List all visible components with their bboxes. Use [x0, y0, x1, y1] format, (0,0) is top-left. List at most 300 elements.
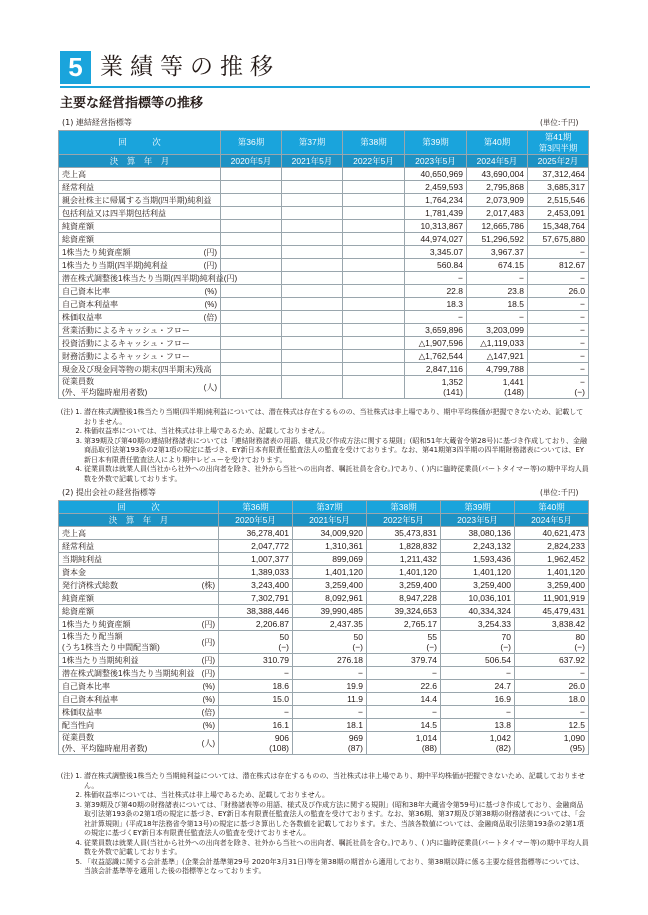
- cell-value: 4,799,788: [467, 363, 528, 376]
- cell-value: [221, 168, 282, 181]
- cell-value: [221, 337, 282, 350]
- row-label-wrap: [62, 234, 217, 245]
- cell-value: 11,901,919: [515, 592, 589, 605]
- cell-value: −: [528, 311, 589, 324]
- cell-value: [515, 631, 589, 654]
- row-label-wrap: [62, 528, 215, 539]
- row-label-wrap: [62, 312, 217, 323]
- cell-value: [282, 298, 343, 311]
- row-label-text: 自己資本利益率: [62, 694, 118, 704]
- cell-main: 906: [274, 733, 289, 743]
- table-row: [59, 337, 589, 350]
- cell-sub: (108): [269, 743, 289, 753]
- table-row: [59, 719, 589, 732]
- row-label-wrap: [62, 208, 217, 219]
- row-label: [59, 376, 221, 399]
- cell-value: −: [528, 272, 589, 285]
- cell-value: [343, 181, 405, 194]
- row-label: [59, 566, 219, 579]
- cell-value: 18.5: [467, 298, 528, 311]
- cell-value: [221, 350, 282, 363]
- cell-value: 18.1: [293, 719, 367, 732]
- note-text: 株価収益率については、当社株式は非上場であるため、記載しておりません。: [84, 791, 329, 799]
- section-number: 5: [60, 51, 91, 84]
- row-label-wrap: [62, 364, 217, 375]
- cell-value: 1,401,120: [293, 566, 367, 579]
- cell-value: [221, 363, 282, 376]
- cell-value: [221, 311, 282, 324]
- cell-value: 10,036,101: [441, 592, 515, 605]
- row-unit: (人): [201, 738, 215, 748]
- cell-value: [221, 181, 282, 194]
- row-label-text: 1株当たり純資産額: [62, 619, 131, 629]
- row-label: [59, 719, 219, 732]
- cell-value: [282, 233, 343, 246]
- row-label-wrap: [62, 273, 238, 284]
- table-row-two-line: [59, 376, 589, 399]
- cell-value: 13.8: [441, 719, 515, 732]
- cell-sub: (−): [278, 642, 289, 652]
- cell-value: 2,795,868: [467, 181, 528, 194]
- cell-value: [467, 376, 528, 399]
- cell-value: 1,211,432: [367, 553, 441, 566]
- row-label: [59, 363, 221, 376]
- header-date: 決 算 年 月: [59, 514, 219, 527]
- row-label: [59, 246, 221, 259]
- row-label: [59, 605, 219, 618]
- note-item: [58, 839, 590, 858]
- row-label-wrap: [62, 732, 215, 754]
- row-label-text: 株価収益率: [62, 707, 102, 717]
- cell-value: −: [441, 706, 515, 719]
- header-period: 第37期: [293, 501, 367, 514]
- cell-value: 3,259,400: [293, 579, 367, 592]
- cell-value: 24.7: [441, 680, 515, 693]
- cell-value: [343, 220, 405, 233]
- row-label: [59, 194, 221, 207]
- cell-main: 1,014: [415, 733, 437, 743]
- cell-value: 310.79: [219, 654, 293, 667]
- row-label: [59, 324, 221, 337]
- row-label-wrap: [62, 299, 217, 310]
- cell-value: [515, 732, 589, 755]
- note-text: 「収益認識に関する会計基準」(企業会計基準第29号 2020年3月31日)等を第38期の期首から適用しており、第38期以降に係る主要な経営指標等については、当該会計基準等を適用した後の指標等となっております。: [84, 857, 584, 875]
- cell-value: 18.6: [219, 680, 293, 693]
- cell-value: 812.67: [528, 259, 589, 272]
- cell-value: [282, 181, 343, 194]
- row-label: [59, 527, 219, 540]
- cell-value: 3,659,896: [405, 324, 467, 337]
- row-label-text: 従業員数 (外、平均臨時雇用者数): [62, 377, 148, 397]
- header-row-periods: [59, 131, 589, 155]
- cell-value: −: [367, 706, 441, 719]
- cell-main: 1,042: [489, 733, 511, 743]
- row-label-wrap: [62, 182, 217, 193]
- cell-value: 2,073,909: [467, 194, 528, 207]
- cell-value: [282, 194, 343, 207]
- table-row: [59, 246, 589, 259]
- header-date-value: 2023年5月: [441, 514, 515, 527]
- row-label-wrap: [62, 351, 217, 362]
- note-text: 潜在株式調整後1株当たり当期(四半期)純利益については、潜在株式は存在するものの、当社株式は非上場であり、期中平均株価が把握できないため、記載しておりません。: [84, 408, 584, 426]
- cell-value: −: [528, 363, 589, 376]
- row-label-wrap: [62, 606, 215, 617]
- section-header: [60, 50, 590, 88]
- note-mark: 4.: [75, 465, 82, 473]
- note-text: 従業員数は就業人員(当社から社外への出向者を除き、社外から当社への出向者、嘱託社員を含む。)であり、( )内に臨時従業員(パートタイマー等)の期中平均人員数を外数で記載しております。: [84, 838, 589, 856]
- header-round: 回 次: [59, 131, 221, 155]
- cell-value: 1,389,033: [219, 566, 293, 579]
- cell-value: −: [293, 667, 367, 680]
- cell-value: △1,762,544: [405, 350, 467, 363]
- row-label-text: 発行済株式総数: [62, 580, 118, 590]
- cell-value: 2,243,132: [441, 540, 515, 553]
- cell-value: −: [441, 667, 515, 680]
- table-row: [59, 540, 589, 553]
- cell-value: 506.54: [441, 654, 515, 667]
- table-row: [59, 220, 589, 233]
- cell-value: −: [293, 706, 367, 719]
- header-date-value: 2022年5月: [367, 514, 441, 527]
- cell-value: [441, 631, 515, 654]
- cell-value: −: [515, 706, 589, 719]
- cell-sub: (95): [569, 743, 585, 753]
- cell-value: 18.0: [515, 693, 589, 706]
- note-item: [58, 408, 590, 427]
- cell-value: 3,967.37: [467, 246, 528, 259]
- table-row: [59, 298, 589, 311]
- row-unit: (人): [203, 382, 217, 392]
- row-label-text: 純資産額: [62, 221, 94, 231]
- table-row: [59, 566, 589, 579]
- header-period: 第40期: [515, 501, 589, 514]
- cell-value: 2,206.87: [219, 618, 293, 631]
- row-label: [59, 693, 219, 706]
- section-rule: [60, 86, 590, 88]
- row-unit: (円): [203, 260, 217, 270]
- row-label-text: 1株当たり当期(四半期)純利益: [62, 260, 168, 270]
- row-label-text: 1株当たり配当額 (うち1株当たり中間配当額): [62, 632, 160, 652]
- cell-value: 51,296,592: [467, 233, 528, 246]
- cell-value: 3,259,400: [441, 579, 515, 592]
- cell-value: [343, 272, 405, 285]
- row-unit: (株): [201, 580, 215, 590]
- cell-value: −: [515, 667, 589, 680]
- row-label: [59, 311, 221, 324]
- row-label: [59, 220, 221, 233]
- header-date-value: 2021年5月: [282, 155, 343, 168]
- cell-value: 3,685,317: [528, 181, 589, 194]
- cell-sub: (−): [352, 642, 363, 652]
- cell-value: [221, 207, 282, 220]
- cell-value: [221, 376, 282, 399]
- row-label-text: 営業活動によるキャッシュ・フロー: [62, 325, 190, 335]
- header-period: 第36期: [221, 131, 282, 155]
- row-label-wrap: [62, 325, 217, 336]
- cell-value: 276.18: [293, 654, 367, 667]
- row-label-wrap: [62, 707, 215, 718]
- table2-caption: (2) 提出会社の経営指標等: [62, 488, 156, 497]
- row-label: [59, 337, 221, 350]
- cell-value: 12.5: [515, 719, 589, 732]
- note-item: [58, 465, 590, 484]
- row-label-wrap: [62, 631, 215, 653]
- cell-value: 1,764,234: [405, 194, 467, 207]
- header-row-dates: [59, 155, 589, 168]
- row-label: [59, 298, 221, 311]
- row-label-text: 株価収益率: [62, 312, 102, 322]
- row-label: [59, 579, 219, 592]
- cell-value: 1,828,832: [367, 540, 441, 553]
- cell-value: [343, 311, 405, 324]
- header-round: 回 次: [59, 501, 219, 514]
- row-label-wrap: [62, 221, 217, 232]
- row-label: [59, 285, 221, 298]
- cell-value: [343, 376, 405, 399]
- note-mark: 2.: [75, 427, 82, 435]
- cell-sub: (−): [500, 642, 511, 652]
- note-text: 第39期及び第40期の財務諸表については、「財務諸表等の用語、様式及び作成方法に関する規則」(昭和38年大蔵省令第59号)に基づき作成しており、金融商品取引法第193条の2第1項の規定に基づき、EY新日本有限責任監査法人の監査を受けております。なお、第36期、第37期及び第38期の財務諸表については、「会社計算規則」(平成18年法務省令第13号)の規定に基づき算出した各数値を記載しております。また、当該各数値については、金融商品取引法第193条の2第1項の規定に基づくEY新日本有限責任監査法人の監査を受けておりません。: [84, 800, 586, 837]
- cell-value: 11.9: [293, 693, 367, 706]
- row-label-text: 財務活動によるキャッシュ・フロー: [62, 351, 190, 361]
- cell-value: 45,479,431: [515, 605, 589, 618]
- row-label: [59, 667, 219, 680]
- row-label-text: 売上高: [62, 169, 86, 179]
- cell-sub: (148): [504, 387, 524, 397]
- cell-value: 1,401,120: [515, 566, 589, 579]
- note-mark: (注) 1.: [60, 772, 82, 780]
- row-unit: (%): [202, 694, 215, 704]
- cell-value: [282, 285, 343, 298]
- row-label-text: 総資産額: [62, 234, 94, 244]
- cell-main: 70: [501, 632, 511, 642]
- cell-value: 1,962,452: [515, 553, 589, 566]
- table1-caption: (1) 連結経営指標等: [62, 118, 132, 127]
- cell-value: 899,069: [293, 553, 367, 566]
- table-row: [59, 654, 589, 667]
- cell-value: △1,907,596: [405, 337, 467, 350]
- cell-value: 39,324,653: [367, 605, 441, 618]
- header-date-value: 2025年2月: [528, 155, 589, 168]
- row-label-wrap: [62, 338, 217, 349]
- row-label-text: 1株当たり純資産額: [62, 247, 131, 257]
- cell-value: −: [219, 706, 293, 719]
- cell-value: △147,921: [467, 350, 528, 363]
- cell-value: 10,313,867: [405, 220, 467, 233]
- cell-value: 39,990,485: [293, 605, 367, 618]
- header-date-value: 2023年5月: [405, 155, 467, 168]
- note-item: [58, 437, 590, 466]
- row-label: [59, 540, 219, 553]
- note-mark: 5.: [75, 857, 82, 866]
- header-row-dates: [59, 514, 589, 527]
- row-label-wrap: [62, 541, 215, 552]
- cell-value: 12,665,786: [467, 220, 528, 233]
- cell-value: [441, 732, 515, 755]
- cell-value: 3,838.42: [515, 618, 589, 631]
- cell-value: 3,203,099: [467, 324, 528, 337]
- cell-value: 38,388,446: [219, 605, 293, 618]
- row-label-text: 包括利益又は四半期包括利益: [62, 208, 166, 218]
- cell-value: 1,781,439: [405, 207, 467, 220]
- cell-value: −: [219, 667, 293, 680]
- table-row: [59, 324, 589, 337]
- table-row-two-line: [59, 631, 589, 654]
- row-label: [59, 706, 219, 719]
- cell-sub: (−): [574, 387, 585, 397]
- cell-main: −: [580, 377, 585, 387]
- cell-value: [343, 246, 405, 259]
- row-label-text: 潜在株式調整後1株当たり当期(四半期)純利益: [62, 273, 224, 283]
- cell-value: −: [528, 298, 589, 311]
- company-table: [58, 500, 589, 755]
- cell-value: [343, 350, 405, 363]
- header-period: 第40期: [467, 131, 528, 155]
- table-row-two-line: [59, 732, 589, 755]
- cell-value: [282, 246, 343, 259]
- cell-value: 3,243,400: [219, 579, 293, 592]
- cell-value: [282, 350, 343, 363]
- header-period: 第38期: [367, 501, 441, 514]
- row-unit: (円): [203, 247, 217, 257]
- row-unit: (%): [204, 286, 217, 296]
- cell-value: −: [528, 324, 589, 337]
- row-label-text: 1株当たり当期純利益: [62, 655, 139, 665]
- row-label: [59, 732, 219, 755]
- cell-value: 1,401,120: [441, 566, 515, 579]
- cell-value: [282, 259, 343, 272]
- cell-value: 26.0: [528, 285, 589, 298]
- cell-main: 1,441: [502, 377, 524, 387]
- cell-main: 50: [353, 632, 363, 642]
- cell-value: [343, 324, 405, 337]
- cell-value: [219, 732, 293, 755]
- table-row: [59, 605, 589, 618]
- cell-value: −: [405, 311, 467, 324]
- cell-value: [343, 207, 405, 220]
- row-unit: (円): [201, 668, 215, 678]
- cell-value: 15,348,764: [528, 220, 589, 233]
- note-text: 株価収益率については、当社株式は非上場であるため、記載しておりません。: [84, 427, 329, 435]
- row-label-wrap: [62, 247, 217, 258]
- header-date-value: 2022年5月: [343, 155, 405, 168]
- cell-value: −: [467, 311, 528, 324]
- cell-sub: (87): [347, 743, 363, 753]
- section-title: 業績等の推移: [100, 54, 280, 80]
- cell-value: 16.9: [441, 693, 515, 706]
- note-text: 潜在株式調整後1株当たり当期純利益については、潜在株式は存在するものの、当社株式は非上場であり、期中平均株価が把握できないため、記載しておりません。: [84, 772, 585, 790]
- row-label-text: 投資活動によるキャッシュ・フロー: [62, 338, 190, 348]
- cell-value: [221, 324, 282, 337]
- cell-value: 1,007,377: [219, 553, 293, 566]
- table-row: [59, 207, 589, 220]
- header-date: 決 算 年 月: [59, 155, 221, 168]
- row-label-wrap: [62, 681, 215, 692]
- cell-value: 40,334,324: [441, 605, 515, 618]
- cell-sub: (88): [421, 743, 437, 753]
- cell-value: 37,312,464: [528, 168, 589, 181]
- cell-value: [282, 324, 343, 337]
- note-mark: 3.: [75, 436, 82, 445]
- row-label-text: 純資産額: [62, 593, 94, 603]
- header-period: 第41期 第3四半期: [528, 131, 589, 155]
- row-label-wrap: [62, 260, 217, 271]
- cell-value: [343, 298, 405, 311]
- cell-value: 44,974,027: [405, 233, 467, 246]
- row-label-text: 現金及び現金同等物の期末(四半期末)残高: [62, 364, 212, 374]
- cell-value: [221, 259, 282, 272]
- cell-value: [528, 376, 589, 399]
- cell-value: 19.9: [293, 680, 367, 693]
- cell-sub: (−): [426, 642, 437, 652]
- table-row: [59, 311, 589, 324]
- note-mark: 3.: [75, 800, 82, 809]
- note-item: [58, 427, 590, 437]
- header-period: 第37期: [282, 131, 343, 155]
- cell-value: −: [528, 246, 589, 259]
- table-row: [59, 272, 589, 285]
- row-label: [59, 618, 219, 631]
- cell-value: [367, 631, 441, 654]
- consolidated-table: [58, 130, 589, 399]
- table-row: [59, 233, 589, 246]
- row-label-wrap: [62, 720, 215, 731]
- table-row: [59, 259, 589, 272]
- row-label-text: 資本金: [62, 567, 86, 577]
- cell-value: 22.6: [367, 680, 441, 693]
- cell-value: [221, 298, 282, 311]
- row-label: [59, 350, 221, 363]
- table-row: [59, 168, 589, 181]
- cell-value: [343, 285, 405, 298]
- row-label-text: 自己資本利益率: [62, 299, 118, 309]
- cell-value: 1,310,361: [293, 540, 367, 553]
- table1-notes: [58, 408, 590, 484]
- header-row-periods: [59, 501, 589, 514]
- table-row: [59, 363, 589, 376]
- row-label-text: 配当性向: [62, 720, 94, 730]
- row-unit: (円): [201, 655, 215, 665]
- cell-value: 15.0: [219, 693, 293, 706]
- table-row: [59, 667, 589, 680]
- row-unit: (倍): [201, 707, 215, 717]
- cell-value: −: [467, 272, 528, 285]
- header-date-value: 2021年5月: [293, 514, 367, 527]
- row-label-wrap: [62, 593, 215, 604]
- cell-value: [282, 272, 343, 285]
- cell-value: [282, 363, 343, 376]
- cell-value: 57,675,880: [528, 233, 589, 246]
- cell-value: [221, 194, 282, 207]
- note-mark: (注) 1.: [60, 408, 82, 416]
- row-label-text: 自己資本比率: [62, 286, 110, 296]
- cell-sub: (−): [574, 642, 585, 652]
- cell-value: [221, 246, 282, 259]
- table-row: [59, 527, 589, 540]
- row-label: [59, 654, 219, 667]
- row-unit: (倍): [203, 312, 217, 322]
- row-label: [59, 168, 221, 181]
- table-row: [59, 706, 589, 719]
- row-label-text: 従業員数 (外、平均臨時雇用者数): [62, 733, 148, 753]
- cell-main: 55: [427, 632, 437, 642]
- row-label: [59, 207, 221, 220]
- row-unit: (%): [202, 681, 215, 691]
- cell-value: [221, 220, 282, 233]
- row-unit: (円): [201, 637, 215, 647]
- cell-value: [282, 168, 343, 181]
- cell-value: [282, 311, 343, 324]
